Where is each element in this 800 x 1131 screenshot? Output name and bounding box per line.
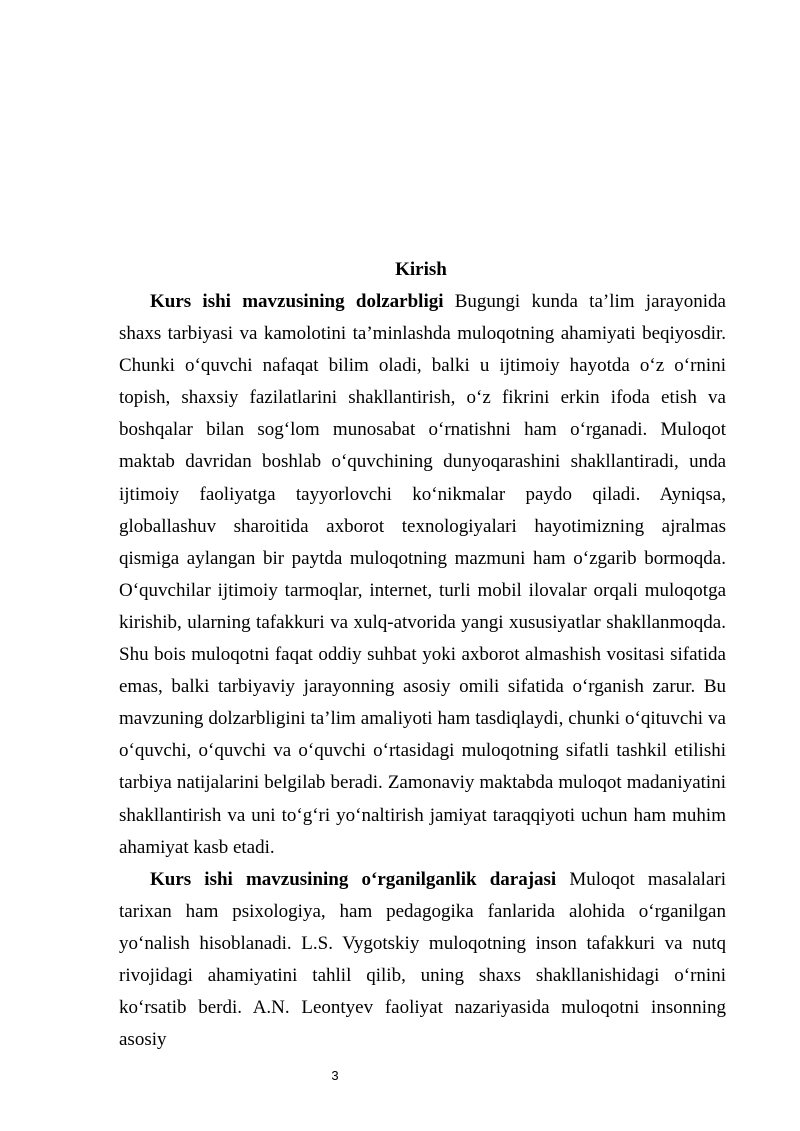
paragraph-lead: Kurs ishi mavzusining dolzarbligi: [150, 291, 444, 312]
paragraph-text: Bugungi kunda ta’lim jarayonida shaxs tarbiyasi va kamolotini ta’minlashda muloqotning ahamiyati beqiyosdir. Chunki o‘quvchi nafaqat bilim oladi, balki u ijtimoiy hayotda o‘z o‘rnini topish, shaxsiy fazilatlarini shakllantirish, o‘z fikrini erkin ifoda etish va boshqalar bilan sog‘lom munosabat o‘rnatishni ham o‘rganadi. Muloqot maktab davridan boshlab o‘quvchining dunyoqarashini shakllantiradi, unda ijtimoiy faoliyatga tayyorlovchi ko‘nikmalar paydo qiladi. Ayniqsa, globallashuv sharoitida axborot texnologiyalari hayotimizning ajralmas qismiga aylangan bir paytda muloqotning mazmuni ham o‘zgarib bormoqda. O‘quvchilar ijtimoiy tarmoqlar, internet, turli mobil ilovalar orqali muloqotga kirishib, ularning tafakkuri va xulq-atvorida yangi xususiyatlar shakllanmoqda. Shu bois muloqotni faqat oddiy suhbat yoki axborot almashish vositasi sifatida emas, balki tarbiyaviy jarayonning asosiy omili sifatida o‘rganish zarur. Bu mavzuning dolzarbligini ta’lim amaliyoti ham tasdiqlaydi, chunki o‘qituvchi va o‘quvchi, o‘quvchi va o‘quvchi o‘rtasidagi muloqotning sifatli tashkil etilishi tarbiya natijalarini belgilab beradi. Zamonaviy maktabda muloqot madaniyatini shakllantirish va uni to‘g‘ri yo‘naltirish jamiyat taraqqiyoti uchun ham muhim ahamiyat kasb etadi.: [119, 291, 726, 858]
paragraph-lead: Kurs ishi mavzusining o‘rganilganlik darajasi: [150, 868, 557, 890]
paragraph-study-level: [119, 864, 726, 1057]
page-number: 3: [331, 1068, 339, 1083]
document-body: [119, 286, 726, 1056]
paragraph-text: Muloqot masalalari tarixan ham psixologiya, ham pedagogika fanlarida alohida o‘rganilgan yo‘nalish hisoblanadi. L.S. Vygotskiy muloqotning inson tafakkuri va nutq rivojidagi ahamiyatini tahlil qilib, uning shaxs shakllanishidagi o‘rnini ko‘rsatib berdi. A.N. Leontyev faoliyat nazariyasida muloqotni insonning asosiy: [119, 868, 726, 1051]
paragraph-relevance: [119, 286, 726, 864]
section-title: Kirish: [395, 259, 447, 280]
